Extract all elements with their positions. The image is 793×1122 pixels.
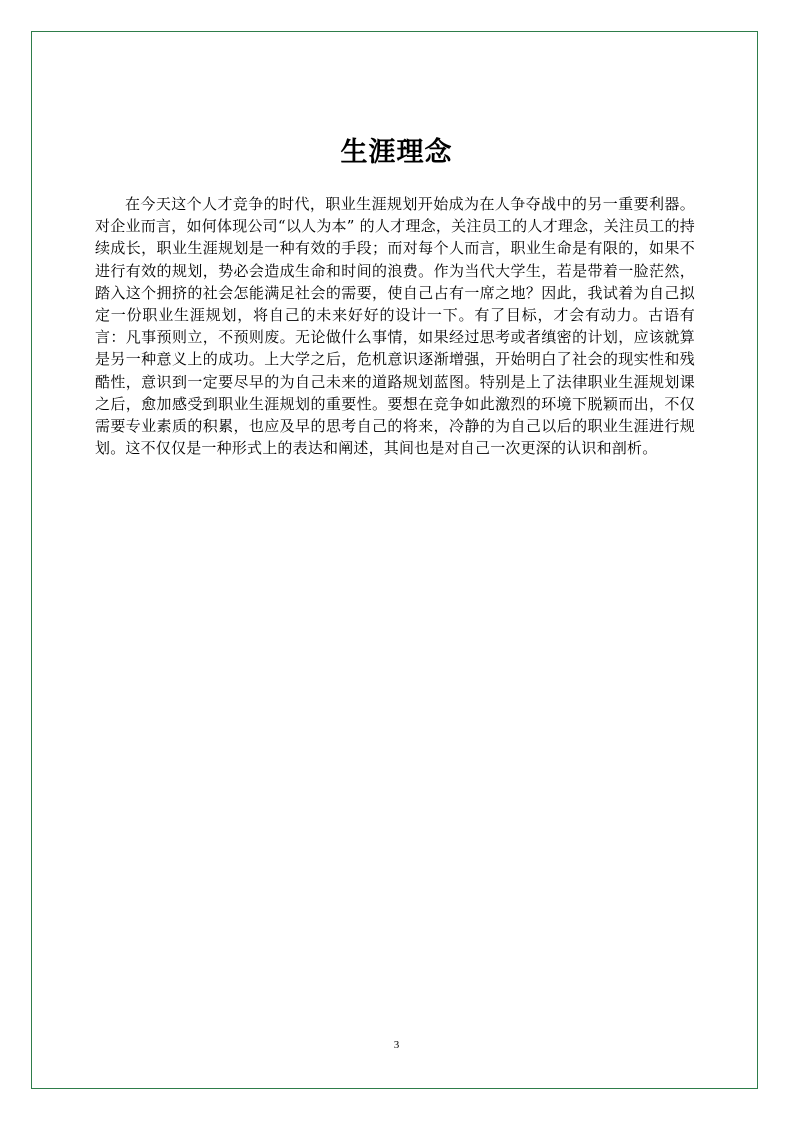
body-paragraph: 在今天这个人才竞争的时代，职业生涯规划开始成为在人争夺战中的另一重要利器。对企业而言，如何体现公司“以人为本” 的人才理念，关注员工的人才理念，关注员工的持续成长，职业生涯规划是一种有效的手段；而对每个人而言，职业生命是有限的，如果不进行有效的规划，势必会造成生命和时间的浪费。作为当代大学生，若是带着一脸茫然，踏入这个拥挤的社会怎能满足社会的需要，使自己占有一席之地？因此，我试着为自己拟定一份职业生涯规划，将自己的未来好好的设计一下。有了目标，才会有动力。古语有言：凡事预则立，不预则废。无论做什么事情，如果经过思考或者缜密的计划，应该就算是另一种意义上的成功。上大学之后，危机意识逐渐增强，开始明白了社会的现实性和残酷性，意识到一定要尽早的为自己未来的道路规划蓝图。特别是上了法律职业生涯规划课之后，愈加感受到职业生涯规划的重要性。要想在竞争如此激烈的环境下脱颖而出，不仅需要专业素质的积累，也应及早的思考自己的将来，冷静的为自己以后的职业生涯进行规划。这不仅仅是一种形式上的表达和阐述，其间也是对自己一次更深的认识和剖析。 xyxy=(95,195,695,458)
page-border xyxy=(31,31,758,1089)
document-title: 生涯理念 xyxy=(340,137,453,168)
page-number: 3 xyxy=(393,1039,400,1051)
